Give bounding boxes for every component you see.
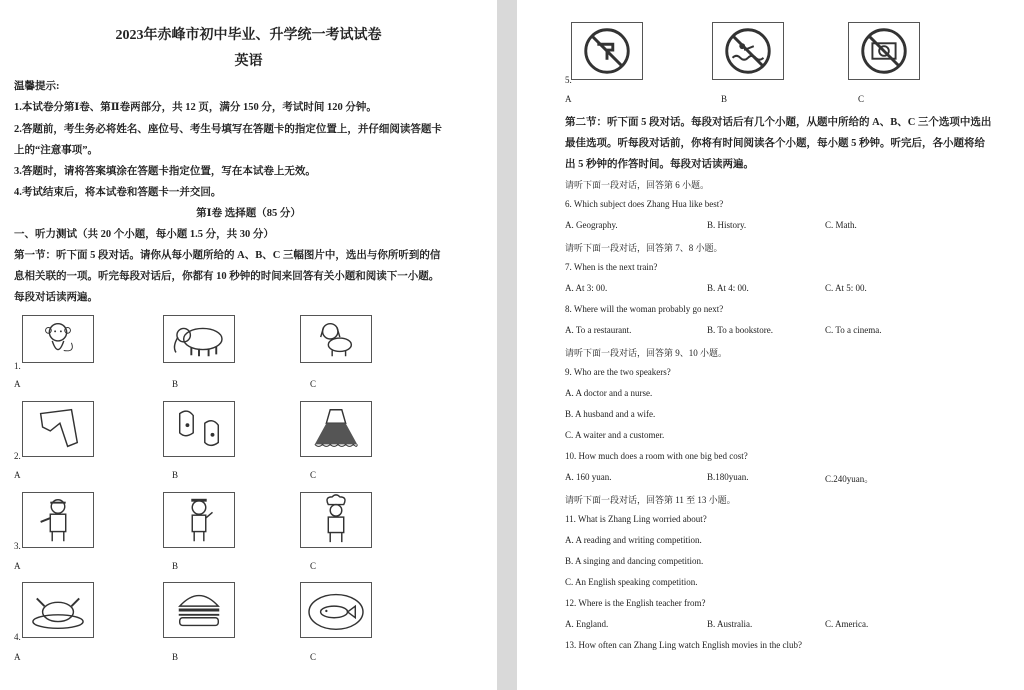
question-text: 10. How much does a room with one big bed cost? bbox=[565, 451, 748, 461]
answer-option[interactable]: C. To a cinema. bbox=[825, 325, 882, 335]
question-number: 4. bbox=[14, 632, 21, 642]
policewoman-icon[interactable] bbox=[163, 492, 235, 548]
answer-option[interactable]: B.180yuan. bbox=[707, 472, 749, 482]
option-label: A bbox=[14, 379, 21, 389]
question-text: C. A waiter and a customer. bbox=[565, 430, 665, 440]
roast-chicken-icon[interactable] bbox=[22, 582, 94, 638]
question-text: 11. What is Zhang Ling worried about? bbox=[565, 514, 707, 524]
option-label: B bbox=[172, 379, 179, 389]
monkey-icon[interactable] bbox=[22, 315, 94, 363]
no-tap-water-icon[interactable] bbox=[571, 22, 643, 80]
section1-line: 第一节：听下面 5 段对话。请你从每小题所给的 A、B、C 三幅图片中，选出与你所听到的信 bbox=[14, 250, 441, 261]
notice-heading: 温馨提示: bbox=[14, 81, 60, 92]
answer-option[interactable]: B. History. bbox=[707, 220, 747, 230]
option-label: B bbox=[172, 470, 179, 480]
answer-option[interactable]: A. Geography. bbox=[565, 220, 618, 230]
page-gap bbox=[497, 0, 517, 690]
answer-option[interactable]: A. To a restaurant. bbox=[565, 325, 632, 335]
question-text: 13. How often can Zhang Ling watch English movies in the club? bbox=[565, 640, 802, 650]
question-number: 2. bbox=[14, 451, 21, 461]
exam-page-2 bbox=[517, 0, 1024, 690]
option-label: C bbox=[858, 94, 865, 104]
part1-title: 一、听力测试（共 20 个小题，每小题 1.5 分，共 30 分） bbox=[14, 229, 274, 240]
option-label: A bbox=[565, 94, 572, 104]
option-label: B bbox=[172, 652, 179, 662]
answer-option[interactable]: B. Australia. bbox=[707, 619, 753, 629]
section2-line: 出 5 秒钟的作答时间。每段对话读两遍。 bbox=[565, 159, 754, 170]
section1-line: 息相关联的一项。听完每段对话后，你都有 10 秒钟的时间来回答有关小题和阅读下一小题。 bbox=[14, 271, 440, 282]
option-label: C bbox=[310, 561, 317, 571]
listening-hint: 请听下面一段对话，回答第 11 至 13 小题。 bbox=[565, 495, 736, 505]
listening-hint: 请听下面一段对话，回答第 7、8 小题。 bbox=[565, 243, 723, 253]
question-number: 3. bbox=[14, 541, 21, 551]
answer-option[interactable]: C. America. bbox=[825, 619, 869, 629]
option-label: A bbox=[14, 561, 21, 571]
question-text: 7. When is the next train? bbox=[565, 262, 658, 272]
no-swimming-icon[interactable] bbox=[712, 22, 784, 80]
listening-hint: 请听下面一段对话，回答第 6 小题。 bbox=[565, 180, 710, 190]
answer-option[interactable]: A. England. bbox=[565, 619, 609, 629]
volume-title: 第Ⅰ卷 选择题（85 分） bbox=[196, 208, 301, 219]
question-number: 5. bbox=[565, 75, 572, 85]
listening-hint: 请听下面一段对话，回答第 9、10 小题。 bbox=[565, 348, 728, 358]
hamburger-icon[interactable] bbox=[163, 582, 235, 638]
question-text: 9. Who are the two speakers? bbox=[565, 367, 671, 377]
skirt-icon[interactable] bbox=[300, 401, 372, 457]
trousers-icon[interactable] bbox=[22, 401, 94, 457]
option-label: A bbox=[14, 470, 21, 480]
answer-option[interactable]: C. Math. bbox=[825, 220, 857, 230]
notice-line: 1.本试卷分第Ⅰ卷、第Ⅱ卷两部分，共 12 页，满分 150 分，考试时间 120 分钟。 bbox=[14, 102, 377, 113]
answer-option[interactable]: B. To a bookstore. bbox=[707, 325, 773, 335]
option-label: B bbox=[172, 561, 179, 571]
answer-option[interactable]: A. 160 yuan. bbox=[565, 472, 612, 482]
question-text: B. A husband and a wife. bbox=[565, 409, 656, 419]
section1-line: 每段对话读两遍。 bbox=[14, 292, 98, 303]
answer-option[interactable]: C.240yuan。 bbox=[825, 474, 874, 484]
no-photo-icon[interactable] bbox=[848, 22, 920, 80]
fish-dish-icon[interactable] bbox=[300, 582, 372, 638]
question-text: C. An English speaking competition. bbox=[565, 577, 698, 587]
option-label: C bbox=[310, 470, 317, 480]
question-text: 8. Where will the woman probably go next? bbox=[565, 304, 724, 314]
exam-page-1 bbox=[0, 0, 497, 690]
question-text: 6. Which subject does Zhang Hua like best? bbox=[565, 199, 724, 209]
question-text: A. A doctor and a nurse. bbox=[565, 388, 653, 398]
notice-line: 4.考试结束后，将本试卷和答题卡一并交回。 bbox=[14, 187, 222, 198]
section2-line: 第二节：听下面 5 段对话。每段对话后有几个小题，从题中所给的 A、B、C 三个选项中选出 bbox=[565, 117, 992, 128]
answer-option[interactable]: A. At 3: 00. bbox=[565, 283, 608, 293]
exam-title: 2023年赤峰市初中毕业、升学统一考试试卷 bbox=[115, 28, 382, 43]
option-label: B bbox=[721, 94, 728, 104]
answer-option[interactable]: C. At 5: 00. bbox=[825, 283, 867, 293]
notice-line: 3.答题时，请将答案填涂在答题卡指定位置，写在本试卷上无效。 bbox=[14, 166, 316, 177]
gloves-icon[interactable] bbox=[163, 401, 235, 457]
elephant-icon[interactable] bbox=[163, 315, 235, 363]
notice-line: 上的“注意事项”。 bbox=[14, 145, 98, 156]
question-text: A. A reading and writing competition. bbox=[565, 535, 702, 545]
question-text: 12. Where is the English teacher from? bbox=[565, 598, 706, 608]
exam-subject: 英语 bbox=[234, 54, 263, 69]
notice-line: 2.答题前，考生务必将姓名、座位号、考生号填写在答题卡的指定位置上，并仔细阅读答题卡 bbox=[14, 124, 442, 135]
chef-icon[interactable] bbox=[300, 492, 372, 548]
section2-line: 最佳选项。听每段对话前，你将有时间阅读各个小题，每小题 5 秒钟。听完后，各小题将给 bbox=[565, 138, 985, 149]
option-label: A bbox=[14, 652, 21, 662]
question-text: B. A singing and dancing competition. bbox=[565, 556, 704, 566]
answer-option[interactable]: B. At 4: 00. bbox=[707, 283, 749, 293]
option-label: C bbox=[310, 652, 317, 662]
question-number: 1. bbox=[14, 361, 21, 371]
dog-icon[interactable] bbox=[300, 315, 372, 363]
firefighter-icon[interactable] bbox=[22, 492, 94, 548]
option-label: C bbox=[310, 379, 317, 389]
